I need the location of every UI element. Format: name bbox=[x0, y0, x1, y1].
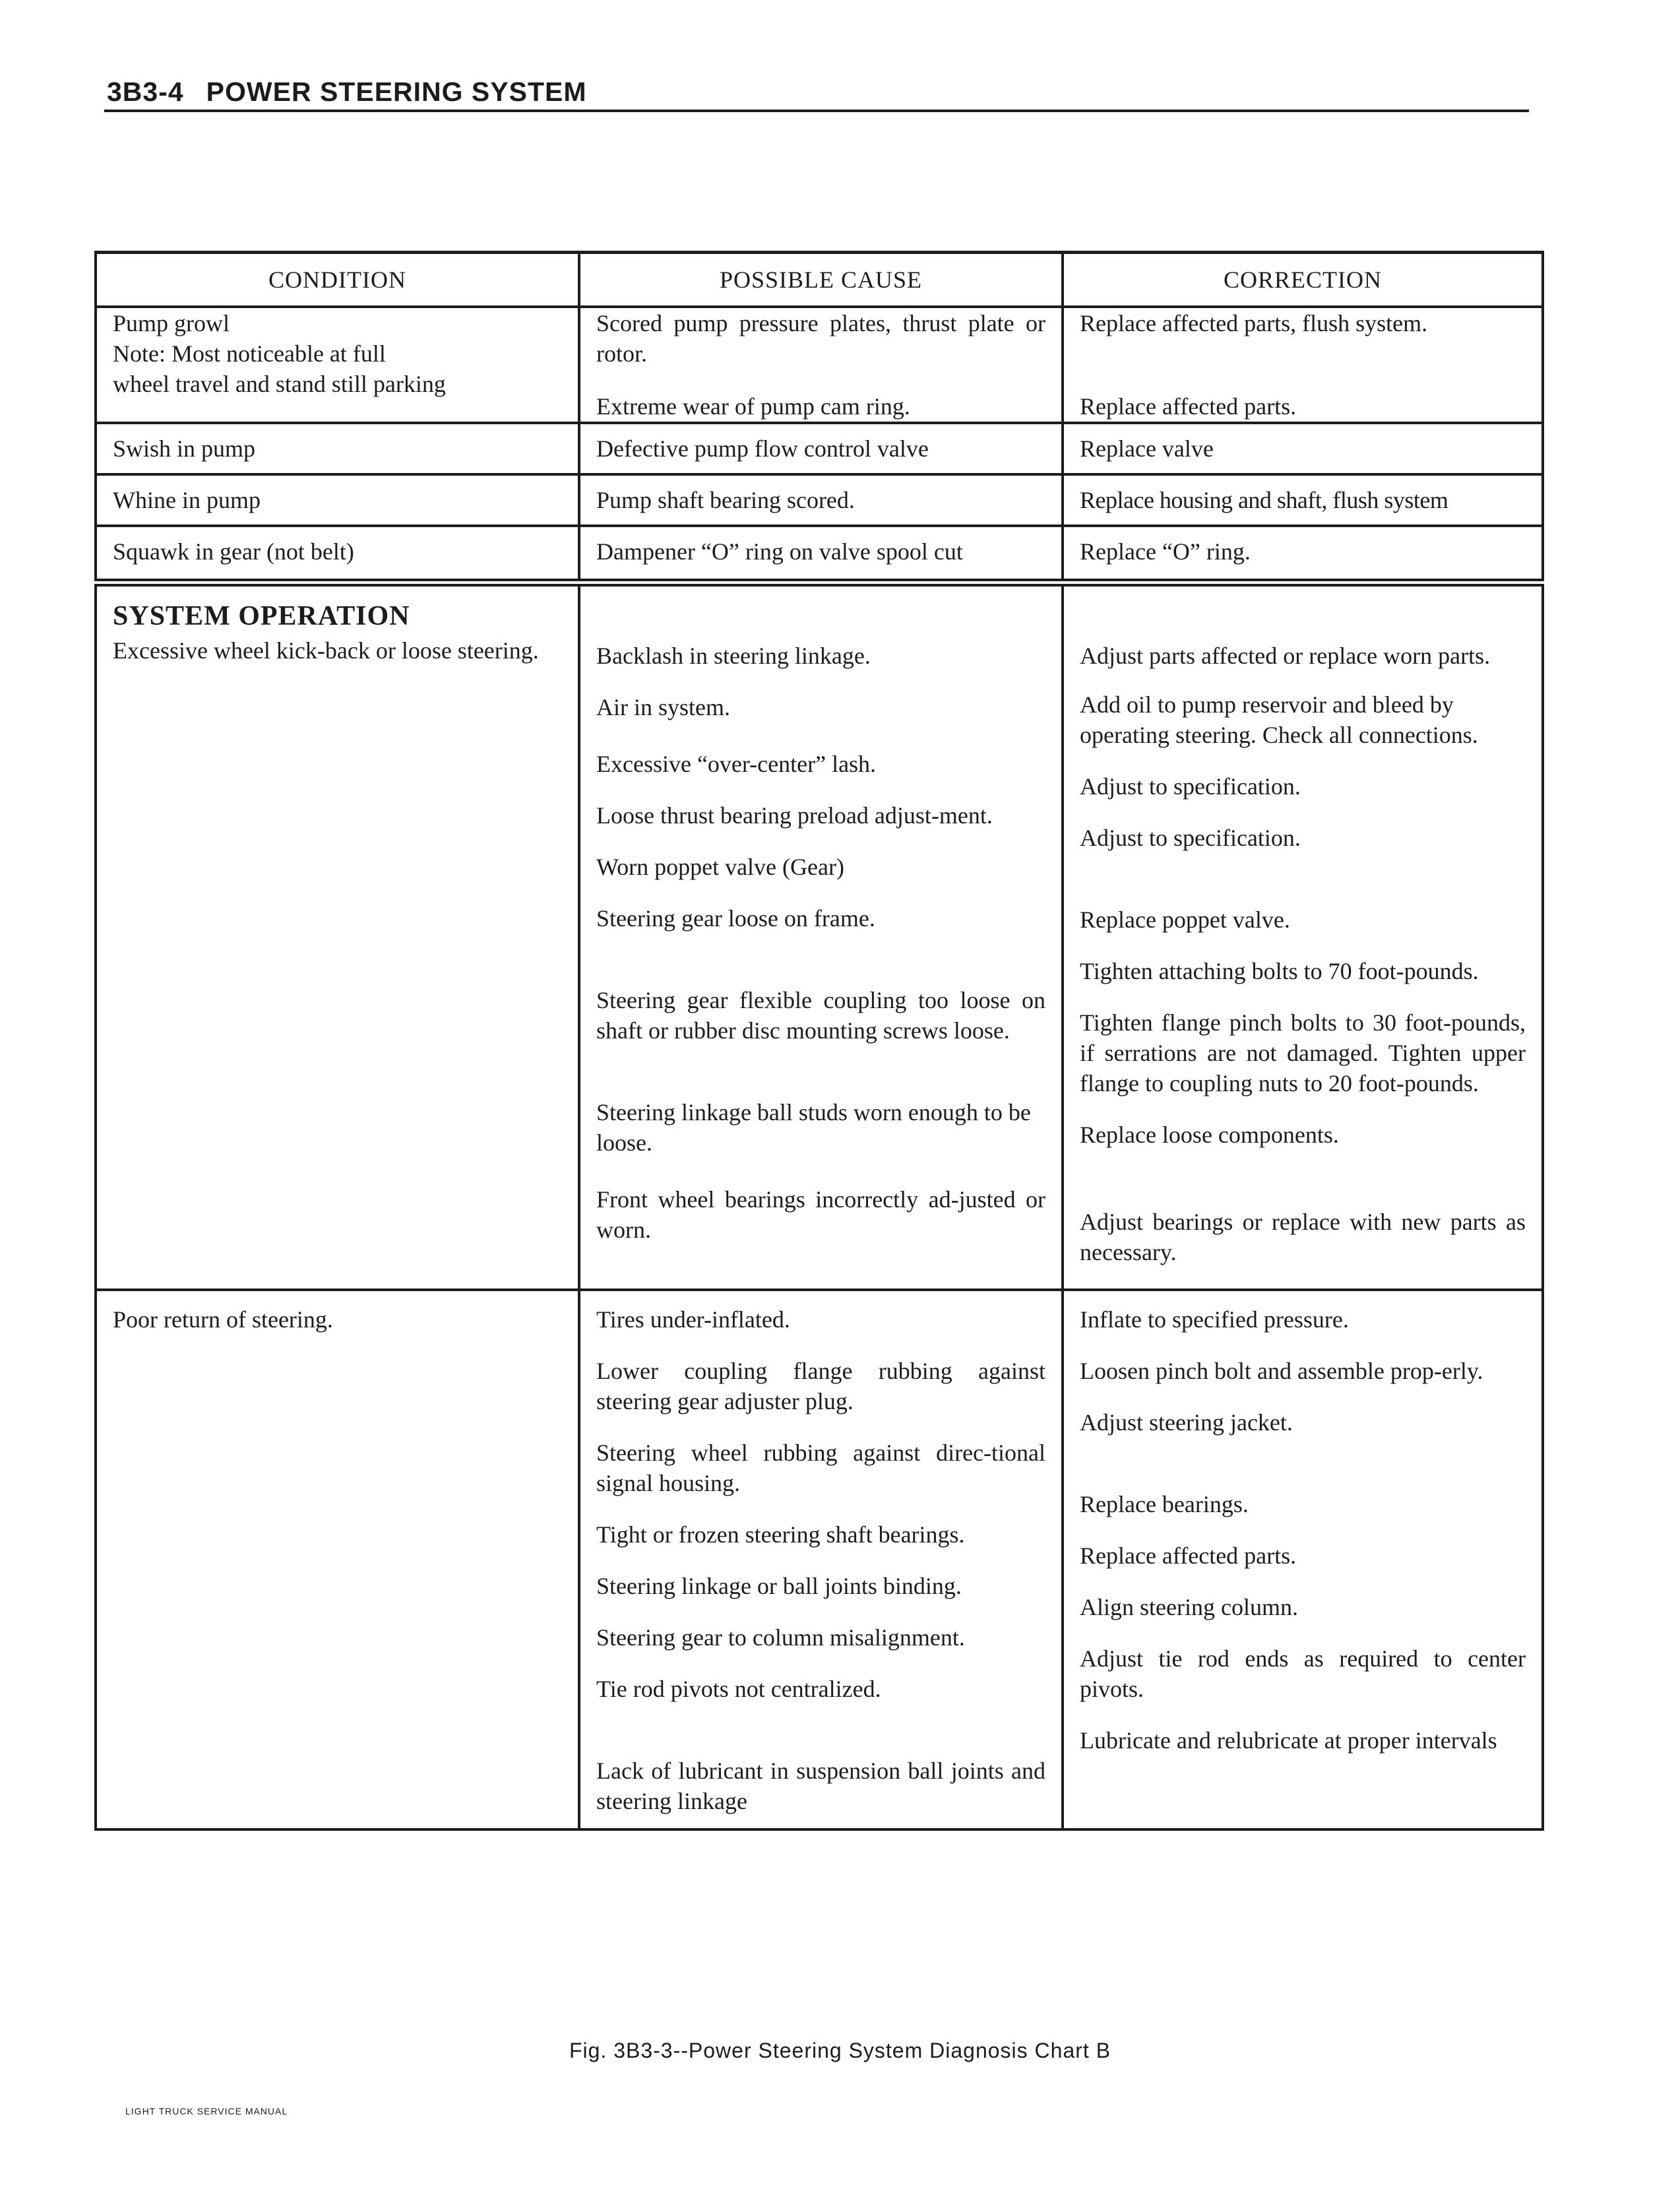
correction-text: Inflate to specified pressure. bbox=[1080, 1306, 1349, 1333]
cause-text: Worn poppet valve (Gear) bbox=[596, 854, 844, 880]
table-row bbox=[96, 583, 1543, 1290]
condition-text: Excessive wheel kick-back or loose steering. bbox=[113, 637, 539, 664]
correction-text: Adjust tie rod ends as required to center pivots. bbox=[1080, 1645, 1526, 1702]
condition-text: Poor return of steering. bbox=[96, 1290, 579, 1829]
column-header-cause: POSSIBLE CAUSE bbox=[579, 253, 1063, 307]
correction-text: Adjust parts affected or replace worn parts. bbox=[1080, 643, 1491, 669]
section-heading: SYSTEM OPERATION bbox=[113, 601, 410, 631]
cause-text: Steering gear to column misalignment. bbox=[596, 1624, 965, 1651]
correction-text: Replace loose components. bbox=[1080, 1122, 1339, 1148]
correction-text: Replace affected parts. bbox=[1080, 1542, 1297, 1569]
cause-text: Lower coupling flange rubbing against steering gear adjuster plug. bbox=[596, 1358, 1045, 1414]
correction-text: Adjust to specification. bbox=[1080, 773, 1301, 800]
condition-text: Squawk in gear (not belt) bbox=[96, 526, 579, 583]
cause-cell bbox=[579, 307, 1063, 423]
column-header-condition: CONDITION bbox=[96, 253, 579, 307]
cause-text: Defective pump flow control valve bbox=[579, 423, 1063, 474]
header-title-line bbox=[107, 77, 587, 108]
correction-text: Replace housing and shaft, flush system bbox=[1063, 474, 1543, 526]
condition-text: Whine in pump bbox=[96, 474, 579, 526]
page-title: POWER STEERING SYSTEM bbox=[206, 77, 587, 107]
cause-text: Backlash in steering linkage. bbox=[596, 643, 871, 669]
correction-text: Replace affected parts, flush system. bbox=[1080, 310, 1428, 336]
cause-text: Pump shaft bearing scored. bbox=[579, 474, 1063, 526]
correction-text: Replace valve bbox=[1063, 423, 1543, 474]
cause-text: Front wheel bearings incorrectly ad-justed or worn. bbox=[596, 1186, 1045, 1243]
correction-text: Adjust steering jacket. bbox=[1080, 1409, 1293, 1436]
column-header-correction: CORRECTION bbox=[1063, 253, 1543, 307]
cause-text: Loose thrust bearing preload adjust-ment. bbox=[596, 802, 993, 829]
correction-text: Tighten attaching bolts to 70 foot-pounds. bbox=[1080, 958, 1479, 984]
correction-cell bbox=[1063, 307, 1543, 423]
correction-text: Loosen pinch bolt and assemble prop-erly. bbox=[1080, 1358, 1483, 1384]
column-header-row bbox=[96, 253, 1543, 307]
correction-text: Replace bearings. bbox=[1080, 1491, 1249, 1517]
condition-note-cont: wheel travel and stand still parking bbox=[113, 371, 446, 397]
correction-text: Lubricate and relubricate at proper intervals bbox=[1080, 1727, 1497, 1754]
cause-text: Steering gear flexible coupling too loose on shaft or rubber disc mounting screws loose. bbox=[596, 987, 1045, 1044]
correction-text: Replace affected parts. bbox=[1080, 393, 1297, 420]
cause-text: Excessive “over-center” lash. bbox=[596, 751, 877, 777]
table-row bbox=[96, 1290, 1543, 1829]
page-footer: LIGHT TRUCK SERVICE MANUAL bbox=[125, 2106, 288, 2116]
page-header bbox=[104, 74, 1529, 112]
cause-text: Tires under-inflated. bbox=[596, 1306, 790, 1333]
table-row bbox=[96, 526, 1543, 583]
cause-text: Extreme wear of pump cam ring. bbox=[596, 393, 910, 420]
correction-text: Replace poppet valve. bbox=[1080, 906, 1290, 933]
cause-cell bbox=[579, 583, 1063, 1290]
condition-note: Note: Most noticeable at full bbox=[113, 340, 386, 367]
correction-cell bbox=[1063, 1290, 1543, 1829]
correction-text: Align steering column. bbox=[1080, 1594, 1298, 1620]
correction-text: Tighten flange pinch bolts to 30 foot-pounds, if serrations are not damaged. Tighten upper flange to coupling nuts to 20 foot-pounds. bbox=[1080, 1009, 1526, 1096]
table-row bbox=[96, 474, 1543, 526]
cause-text: Dampener “O” ring on valve spool cut bbox=[579, 526, 1063, 583]
condition-text: Pump growl bbox=[113, 310, 230, 336]
condition-cell bbox=[96, 307, 579, 423]
diagnosis-chart bbox=[94, 251, 1544, 1831]
table-row bbox=[96, 423, 1543, 474]
cause-text: Steering wheel rubbing against direc-tional signal housing. bbox=[596, 1440, 1045, 1496]
correction-text: Replace “O” ring. bbox=[1063, 526, 1543, 583]
cause-text: Tight or frozen steering shaft bearings. bbox=[596, 1521, 965, 1548]
table-row bbox=[96, 307, 1543, 423]
cause-text: Lack of lubricant in suspension ball joints and steering linkage bbox=[596, 1758, 1045, 1814]
correction-text: Add oil to pump reservoir and bleed by operating steering. Check all connections. bbox=[1080, 691, 1478, 748]
correction-text: Adjust bearings or replace with new parts as necessary. bbox=[1080, 1209, 1526, 1265]
cause-text: Steering linkage ball studs worn enough to be loose. bbox=[596, 1099, 1031, 1156]
cause-text: Steering gear loose on frame. bbox=[596, 905, 875, 932]
cause-cell bbox=[579, 1290, 1063, 1829]
correction-text: Adjust to specification. bbox=[1080, 825, 1301, 851]
cause-text: Steering linkage or ball joints binding. bbox=[596, 1573, 962, 1599]
condition-cell bbox=[96, 583, 579, 1290]
figure-caption: Fig. 3B3-3--Power Steering System Diagnosis Chart B bbox=[569, 2039, 1111, 2062]
section-number: 3B3-4 bbox=[107, 77, 184, 107]
cause-text: Scored pump pressure plates, thrust plate or rotor. bbox=[596, 310, 1045, 367]
correction-cell bbox=[1063, 583, 1543, 1290]
cause-text: Tie rod pivots not centralized. bbox=[596, 1676, 881, 1702]
cause-text: Air in system. bbox=[596, 694, 730, 720]
condition-text: Swish in pump bbox=[96, 423, 579, 474]
